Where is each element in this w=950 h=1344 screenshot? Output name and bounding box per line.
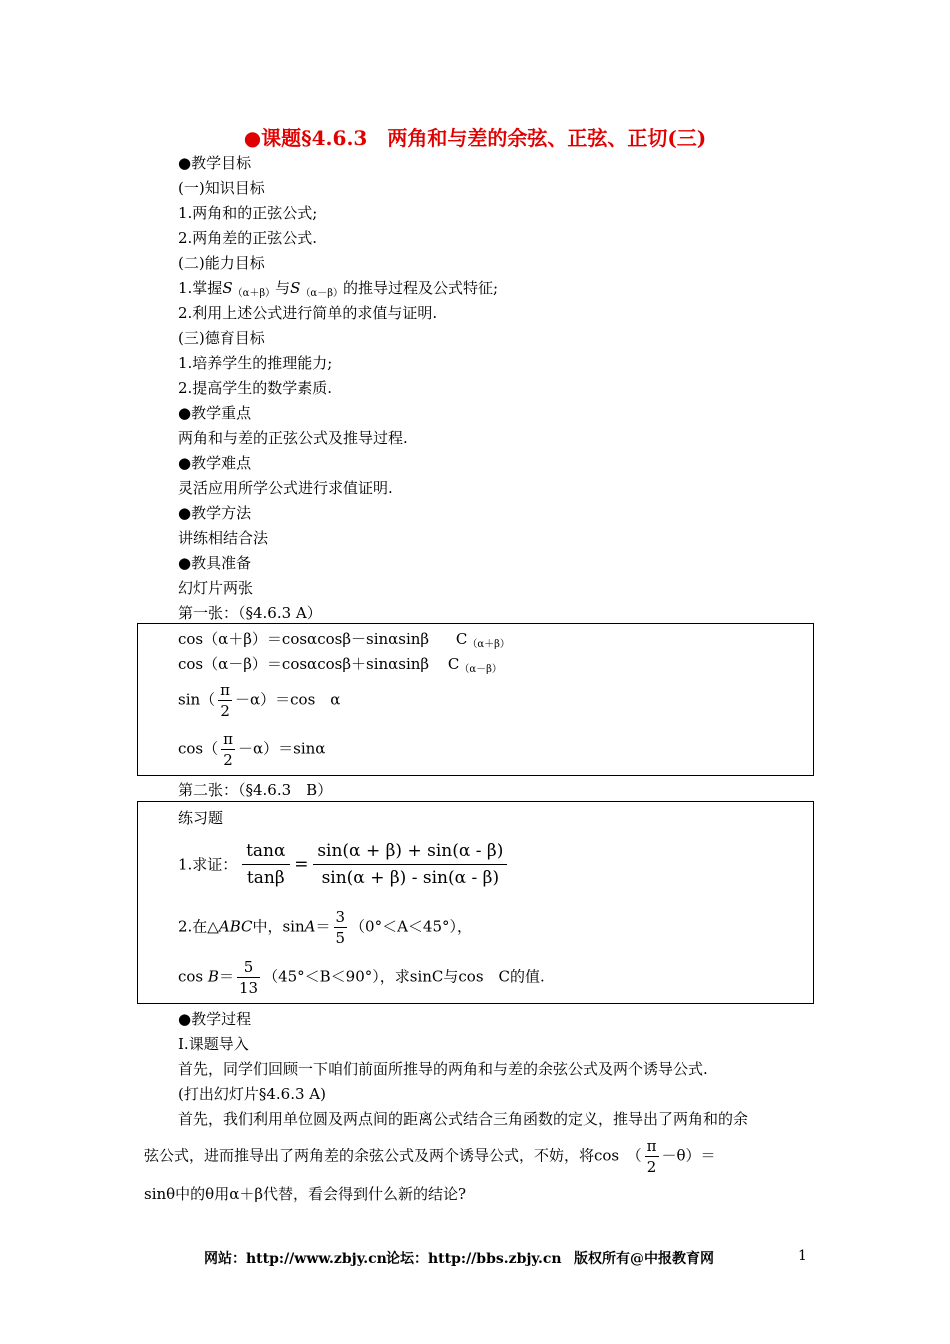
process-intro: Ⅰ.课题导入: [178, 1035, 249, 1053]
goal-heading: ●教学目标: [178, 154, 252, 172]
footer-forum[interactable]: 论坛：http://bbs.zbjy.cn: [386, 1251, 562, 1267]
ability-heading: (二)能力目标: [178, 254, 265, 272]
knowledge-heading: (一)知识目标: [178, 179, 265, 197]
tools-heading: ●教具准备: [178, 554, 252, 572]
moral-item-2: 2.提高学生的数学素质.: [178, 379, 333, 397]
ability-item-2: 2.利用上述公式进行简单的求值与证明.: [178, 304, 438, 322]
page-title: ●课题§4.6.3 两角和与差的余弦、正弦、正切(三): [243, 126, 707, 150]
difficulty-heading: ●教学难点: [178, 454, 252, 472]
process-para-4: 弦公式，进而推导出了两角差的余弦公式及两个诱导公式，不妨，将cos （ $\frac{\pi}{2}$ －θ）＝: [144, 1137, 716, 1176]
slide2-heading: 练习题: [178, 809, 224, 827]
slide1-formula-3: sin（ $\frac{\pi}{2}$ －α）＝cos α: [178, 681, 341, 720]
exercise-2: 2.在△ABC中，sinA＝ $\frac{3}{5}$ （0°＜A＜45°），: [178, 908, 473, 947]
method-heading: ●教学方法: [178, 504, 252, 522]
process-para-3: 首先，我们利用单位圆及两点间的距离公式结合三角函数的定义，推导出了两角和的余: [178, 1110, 749, 1128]
slide1-formula-1: cos（α＋β）＝cosαcosβ－sinαsinβ $C_{(\alpha+\beta)}$: [178, 630, 510, 650]
knowledge-item-2: 2.两角差的正弦公式.: [178, 229, 318, 247]
method-text: 讲练相结合法: [178, 529, 269, 547]
exercise-3: cos B＝ $\frac{5}{13}$ （45°＜B＜90°），求sinC与cos C的值.: [178, 958, 545, 997]
ability-item-1: 1.掌握$S_{(\alpha+\beta)}$与$S_{(\alpha-\beta)}$的推导过程及公式特征;: [178, 279, 499, 299]
process-para-5: sinθ中的θ用α＋β代替，看会得到什么新的结论?: [144, 1185, 467, 1203]
key-text: 两角和与差的正弦公式及推导过程.: [178, 429, 408, 447]
slide1-label: 第一张：（§4.6.3 A）: [178, 604, 322, 622]
slide1-formula-2: cos（α－β）＝cosαcosβ＋sinαsinβ $C_{(\alpha-\beta)}$: [178, 655, 502, 675]
knowledge-item-1: 1.两角和的正弦公式;: [178, 204, 318, 222]
moral-item-1: 1.培养学生的推理能力;: [178, 354, 333, 372]
process-para-1: 首先，同学们回顾一下咱们前面所推导的两角和与差的余弦公式及两个诱导公式.: [178, 1060, 708, 1078]
tools-text: 幻灯片两张: [178, 579, 254, 597]
process-heading: ●教学过程: [178, 1010, 252, 1028]
footer-site[interactable]: 网站：http://www.zbjy.cn: [204, 1251, 387, 1267]
slide1-formula-4: cos（ $\frac{\pi}{2}$ －α）＝sinα: [178, 730, 326, 769]
exercise-1: 1.求证： $\frac{\tan\alpha}{\tan\beta}$ = $\frac{\sin(\alpha + \beta) + \sin(\alpha - \beta)}{\sin(\alpha + \beta) - \sin(\alpha - \beta)}$: [178, 840, 507, 889]
footer-copyright: 版权所有@中报教育网: [574, 1251, 714, 1267]
page-number: 1: [798, 1248, 807, 1264]
slide2-label: 第二张：（§4.6.3 B）: [178, 781, 333, 799]
key-heading: ●教学重点: [178, 404, 252, 422]
process-para-2: (打出幻灯片§4.6.3 A): [178, 1085, 326, 1103]
moral-heading: (三)德育目标: [178, 329, 265, 347]
difficulty-text: 灵活应用所学公式进行求值证明.: [178, 479, 393, 497]
